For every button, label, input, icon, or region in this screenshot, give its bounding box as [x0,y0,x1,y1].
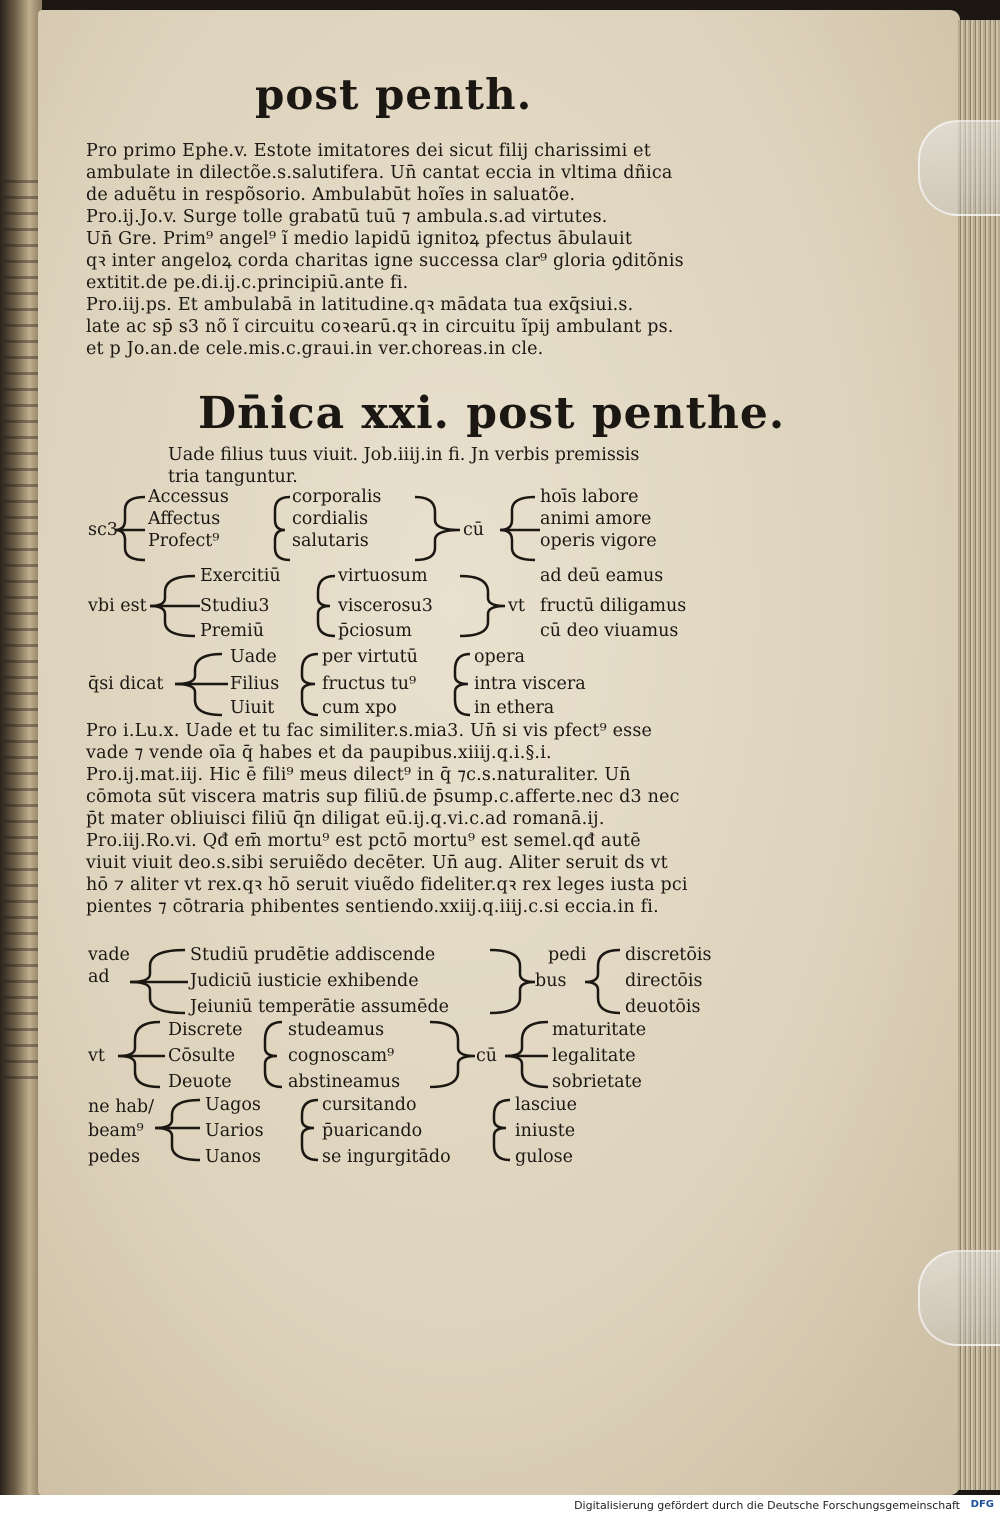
diagram-term: Judiciū iusticie exhibende [190,971,419,991]
diagram-term: fructus tu⁹ [322,674,417,694]
diagram-lead: beam⁹ [88,1121,144,1141]
diagram-lead: q̄si dicat [88,674,164,694]
left-brace [585,950,620,1013]
diagram-lead: vbi est [88,596,147,616]
text-line: extitit.de pe.di.ij.c.principiū.ante fi. [86,273,409,293]
page-title: post penth. [255,70,533,119]
text-line: Un̄ Gre. Prim⁹ angel⁹ ĩ medio lapidū ignitoꝝ pfectus ābulauit [86,229,633,249]
left-brace [500,497,535,560]
diagram-term: Jeiuniū temperātie assumēde [190,997,450,1017]
diagram-term: Uade [230,647,277,667]
text-line: ambulate in dilectõe.s.salutifera. Un̄ cantat eccia in vltima dñica [86,163,673,183]
footer-bar [0,1495,1000,1517]
diagram-term: Discrete [168,1020,243,1040]
diagram-term: ad deū eamus [540,566,664,586]
diagram-term: Uagos [205,1095,261,1115]
connector-brace [302,654,318,715]
diagram-lead: pedes [88,1147,141,1167]
diagram-term: sobrietate [552,1072,642,1092]
diagram-term: Affectus [148,509,221,529]
diagram-term: p̄uaricando [322,1121,423,1141]
connector-brace [494,1100,510,1160]
diagram-term: deuotōis [625,997,701,1017]
diagram-term: virtuosum [338,566,428,586]
diagram-connector: bus [535,971,567,991]
diagram-term: studeamus [288,1020,385,1040]
text-line: Pro i.Lu.x. Uade et tu fac similiter.s.mia3. Un̄ si vis pfect⁹ esse [86,721,653,741]
diagram-term: cum xpo [322,698,397,718]
left-brace [505,1022,548,1087]
connector-brace [455,654,470,715]
text-line: Uade filius tuus viuit. Job.iiij.in fi. Jn verbis premissis [168,445,640,465]
diagram-term: viscerosu3 [338,596,433,616]
diagram-term: legalitate [552,1046,636,1066]
text-line: Pro.iij.Ro.vi. Qđ em̄ mortu⁹ est pctō mortu⁹ est semel.qđ autē [86,831,641,851]
diagram-term: in ethera [474,698,555,718]
connector-brace [302,1100,318,1160]
diagram-term: corporalis [292,487,382,507]
diagram-term: iniuste [515,1121,576,1141]
diagram-lead: vt [88,1046,105,1066]
text-line: Pro primo Ephe.v. Estote imitatores dei sicut filij charissimi et [86,141,651,161]
text-line: de aduẽtu in respõsorio. Ambulabūt hoĩes in saluatõe. [86,185,576,205]
diagram-term: Deuote [168,1072,232,1092]
text-line: cōmota sūt viscera matris sup filiū.de p̄sump.c.afferte.nec d3 nec [86,787,680,807]
diagram-lead: ad [88,967,110,987]
section-heading: Dn̄ica xxi. post penthe. [198,388,786,439]
diagram-term: Uarios [205,1121,264,1141]
diagram-term: salutaris [292,531,369,551]
text-line: vade ⁊ vende oīa q̄ habes et da paupibus.xiiij.q.i.§.i. [86,743,552,763]
diagram-term: abstineamus [288,1072,401,1092]
diagram-term: animi amore [540,509,652,529]
diagram-term: se ingurgitādo [322,1147,451,1167]
right-brace [415,497,460,560]
right-brace [460,576,505,636]
diagram-term: Exercitiū [200,566,281,586]
diagram-connector: cū [463,520,485,540]
text-line: et p Jo.an.de cele.mis.c.graui.in ver.choreas.in cle. [86,339,544,359]
diagram-term: operis vigore [540,531,657,551]
diagram-term: lasciue [515,1095,578,1115]
diagram-lead: sc3 [88,520,118,540]
left-brace [155,1100,200,1160]
diagram-term: Uiuit [230,698,275,718]
section2-text [86,720,786,918]
text-line: Pro.iij.ps. Et ambulabā in latitudine.qꝛ mādata tua exq̄siui.s. [86,295,634,315]
diagram-term: cognoscam⁹ [288,1046,395,1066]
diagram-term: discretōis [625,945,712,965]
diagram-term: gulose [515,1147,573,1167]
diagram-term: Cōsulte [168,1046,236,1066]
diagram-term: Studiu3 [200,596,270,616]
left-brace [118,1022,160,1087]
diagram-term: p̄ciosum [338,621,412,641]
diagram-term: fructū diligamus [540,596,687,616]
diagram-term: Premiū [200,621,264,641]
diagram-term: Filius [230,674,280,694]
diagram-connector: vt [508,596,525,616]
text-line: hō ⁊ aliter vt rex.qꝛ hō seruit viuẽdo fideliter.qꝛ rex leges iusta pci [86,875,688,895]
funding-credit: Digitalisierung gefördert durch die Deutsche Forschungsgemeinschaft [574,1499,960,1512]
diagram-lead: vade [88,945,130,965]
dfg-logo: DFG [970,1499,994,1510]
diagram-lead: ne hab/ [88,1097,154,1117]
connector-brace [318,576,335,636]
diagram-term: directōis [625,971,703,991]
diagram-term: hoīs labore [540,487,639,507]
diagram-term: opera [474,647,525,667]
diagram-term: Profect⁹ [148,531,220,551]
connector-brace [275,497,290,560]
text-line: Pro.ij.mat.iij. Hic ē fili⁹ meus dilect⁹ in q̄ ⁊c.s.naturaliter. Un̄ [86,765,631,785]
text-line: pientes ⁊ cōtraria phibentes sentiendo.xxiij.q.iiij.c.si eccia.in fi. [86,897,659,917]
diagram-term: Accessus [148,487,229,507]
right-brace [490,950,535,1013]
diagram-term: cursitando [322,1095,417,1115]
text-line: p̄t mater obliuisci filiū q̄n diligat eū.ij.q.vi.c.ad romanā.ij. [86,809,605,829]
text-line: Pro.ij.Jo.v. Surge tolle grabatū tuū ⁊ ambula.s.ad virtutes. [86,207,608,227]
right-brace [430,1022,475,1087]
text-line: qꝛ inter angeloꝝ corda charitas igne successa clar⁹ gloria ꝯditõnis [86,251,684,271]
diagram-term: cū deo viuamus [540,621,679,641]
diagram-term: Uanos [205,1147,261,1167]
text-line: late ac sp̄ s3 nõ ĩ circuitu coꝛearū.qꝛ in circuitu ĩpij ambulant ps. [86,317,674,337]
connector-brace [265,1022,282,1087]
left-brace [115,497,145,560]
diagram-term: cordialis [292,509,369,529]
diagram-connector: pedi [548,945,587,965]
diagram-term: intra viscera [474,674,586,694]
text-line: viuit viuit deo.s.sibi seruiẽdo decēter. Un̄ aug. Aliter seruit ds vt [86,853,668,873]
text-line: tria tanguntur. [168,467,298,487]
diagram-term: Studiū prudētie addiscende [190,945,436,965]
diagram-connector: cū [476,1046,498,1066]
diagram-term: per virtutū [322,647,418,667]
diagram-term: maturitate [552,1020,647,1040]
